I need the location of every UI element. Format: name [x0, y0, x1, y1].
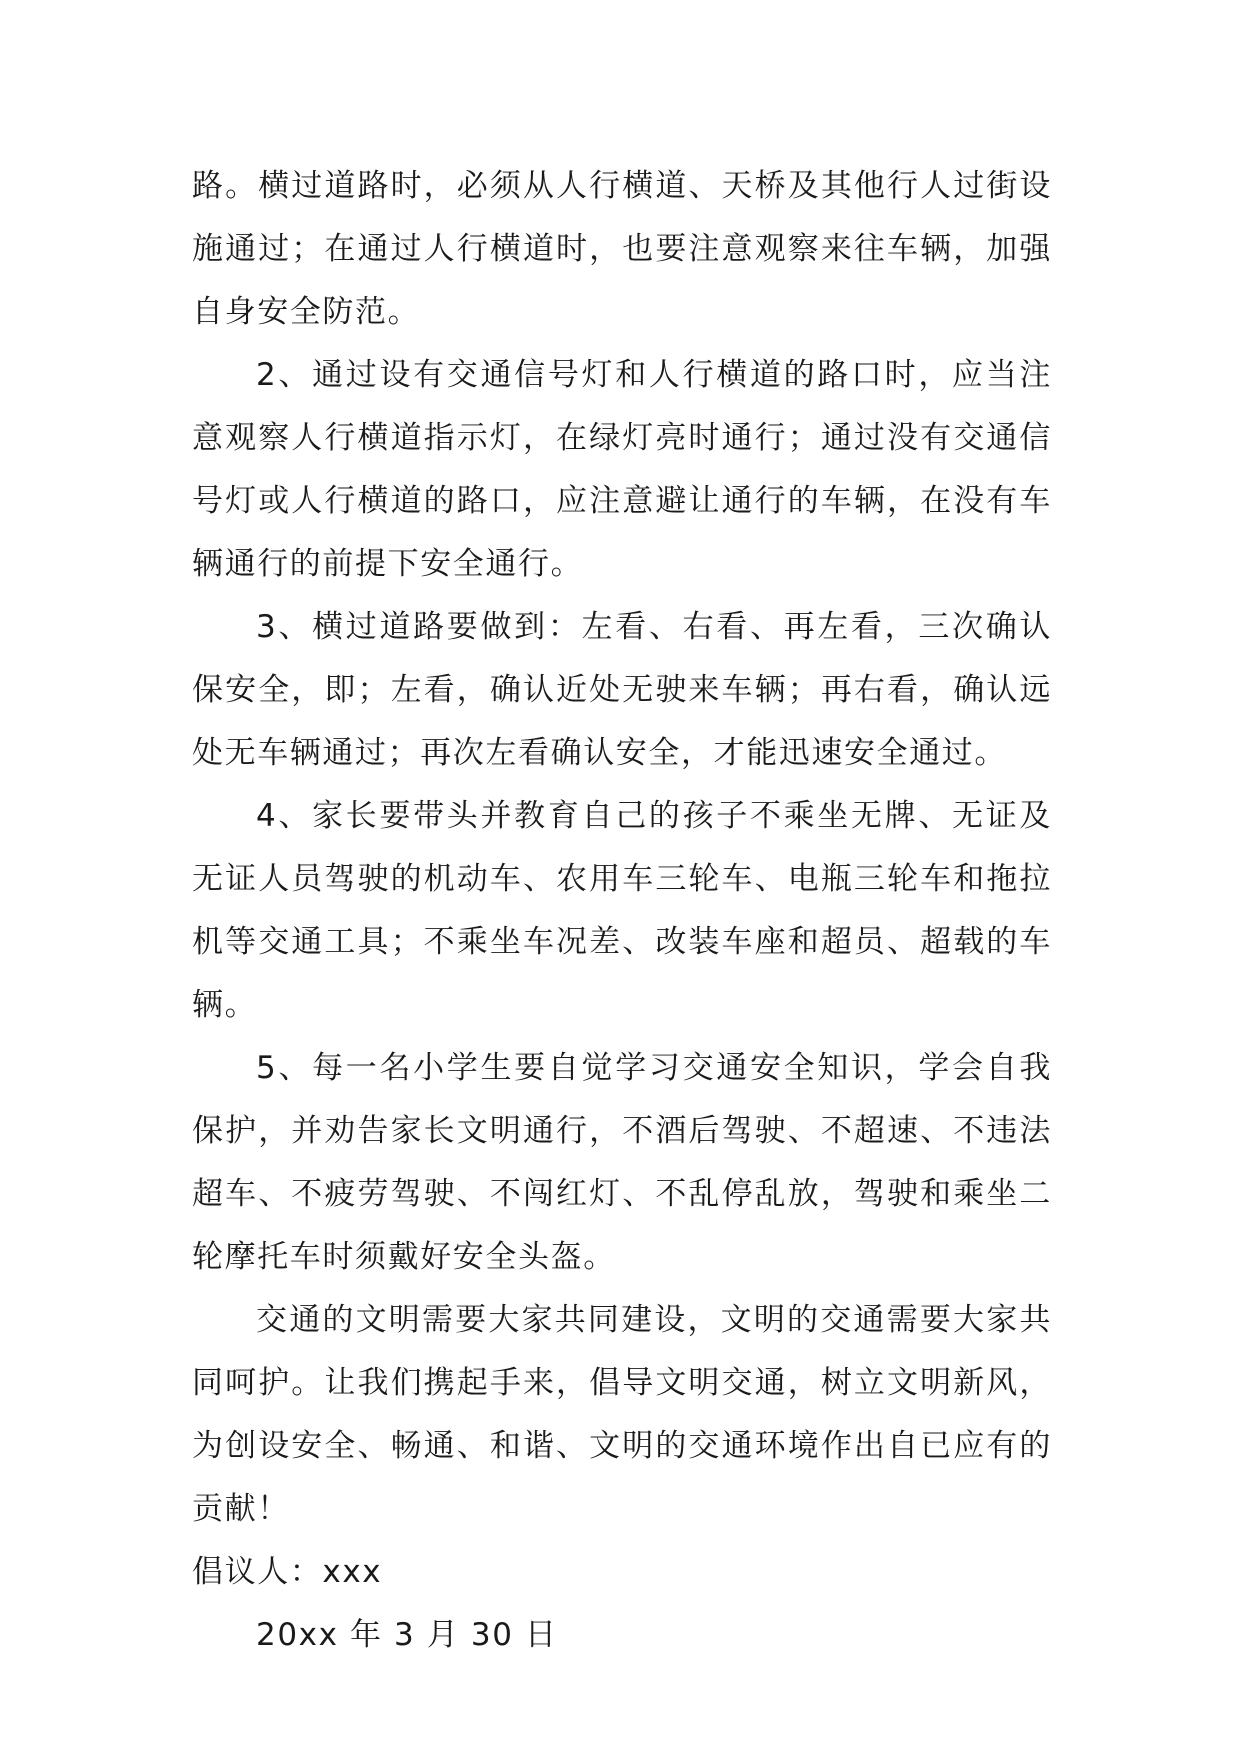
paragraph-closing: 交通的文明需要大家共同建设，文明的交通需要大家共同呵护。让我们携起手来，倡导文明交通，树立文明新风，为创设安全、畅通、和谐、文明的交通环境作出自已应有的贡献！ — [192, 1302, 1052, 1527]
paragraph-item-5: 5、每一名小学生要自觉学习交通安全知识，学会自我保护，并劝告家长文明通行，不酒后驾驶、不超速、不违法超车、不疲劳驾驶、不闯红灯、不乱停乱放，驾驶和乘坐二轮摩托车时须戴好安全头盔。 — [192, 1050, 1052, 1275]
signature-line: 倡议人：xxx — [192, 1554, 383, 1590]
date-line: 20xx 年 3 月 30 日 — [256, 1617, 558, 1653]
document-body — [192, 155, 1052, 1667]
paragraph-crossing-rules: 路。横过道路时，必须从人行横道、天桥及其他行人过街设施通过；在通过人行横道时，也要注意观察来往车辆，加强自身安全防范。 — [192, 168, 1052, 330]
paragraph-item-3: 3、横过道路要做到：左看、右看、再左看，三次确认保安全，即；左看，确认近处无驶来车辆；再右看，确认远处无车辆通过；再次左看确认安全，才能迅速安全通过。 — [192, 609, 1052, 771]
paragraph-item-2: 2、通过设有交通信号灯和人行横道的路口时，应当注意观察人行横道指示灯，在绿灯亮时通行；通过没有交通信号灯或人行横道的路口，应注意避让通行的车辆，在没有车辆通行的前提下安全通行。 — [192, 357, 1052, 582]
paragraph-item-4: 4、家长要带头并教育自己的孩子不乘坐无牌、无证及无证人员驾驶的机动车、农用车三轮车、电瓶三轮车和拖拉机等交通工具；不乘坐车况差、改装车座和超员、超载的车辆。 — [192, 798, 1052, 1023]
